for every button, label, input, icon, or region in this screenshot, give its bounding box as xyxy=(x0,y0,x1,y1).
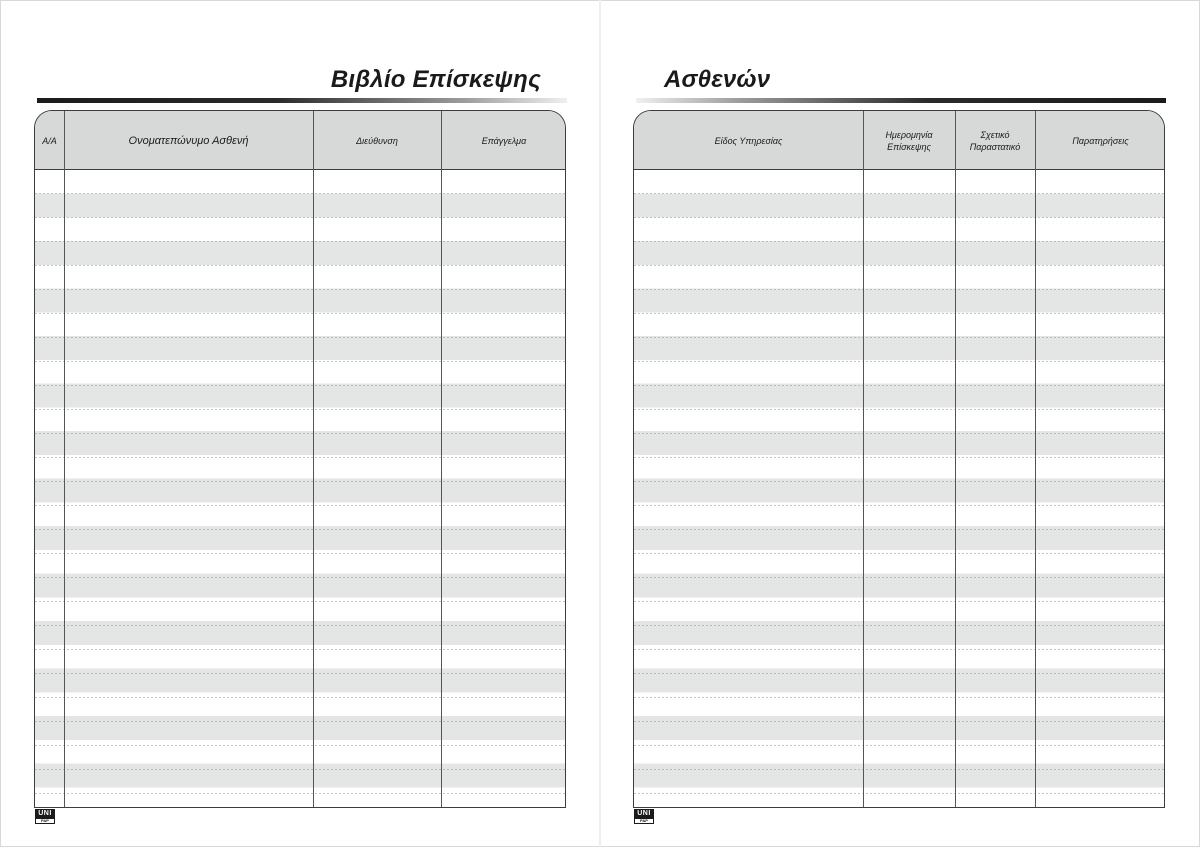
column-divider xyxy=(441,111,442,807)
left-page-title: Βιβλίο Επίσκεψης xyxy=(330,66,541,93)
column-header-profession: Επάγγελμα xyxy=(481,135,527,146)
right-title-rule xyxy=(636,98,1166,103)
logo-text-bottom: PAP xyxy=(634,818,654,824)
logo-text-top: UNI xyxy=(634,809,654,818)
logo-text-top: UNI xyxy=(35,809,55,818)
column-header-visit-date: Ημερομηνία Επίσκεψης xyxy=(885,129,933,152)
column-header-service-type: Είδος Υπηρεσίας xyxy=(714,135,783,146)
column-header-aa: Α/Α xyxy=(42,135,57,146)
table-header xyxy=(35,111,565,170)
visitor-log-table xyxy=(34,110,566,808)
brand-logo xyxy=(634,809,654,825)
table-body xyxy=(634,170,1164,808)
column-divider xyxy=(955,111,956,807)
table-body xyxy=(35,170,565,808)
page-gutter xyxy=(599,0,601,847)
left-title-rule xyxy=(37,98,567,103)
column-divider xyxy=(313,111,314,807)
column-header-remarks: Παρατηρήσεις xyxy=(1072,135,1129,146)
column-header-address: Διεύθυνση xyxy=(356,135,398,146)
column-header-related-document: Σχετικό Παραστατικό xyxy=(969,129,1021,152)
brand-logo xyxy=(35,809,55,825)
right-page-title: Ασθενών xyxy=(664,66,771,93)
column-divider xyxy=(64,111,65,807)
column-divider xyxy=(1035,111,1036,807)
table-header xyxy=(634,111,1164,170)
column-header-patient-name: Ονοματεπώνυμο Ασθενή xyxy=(128,134,249,147)
column-divider xyxy=(863,111,864,807)
logo-text-bottom: PAP xyxy=(35,818,55,824)
visit-details-table xyxy=(633,110,1165,808)
